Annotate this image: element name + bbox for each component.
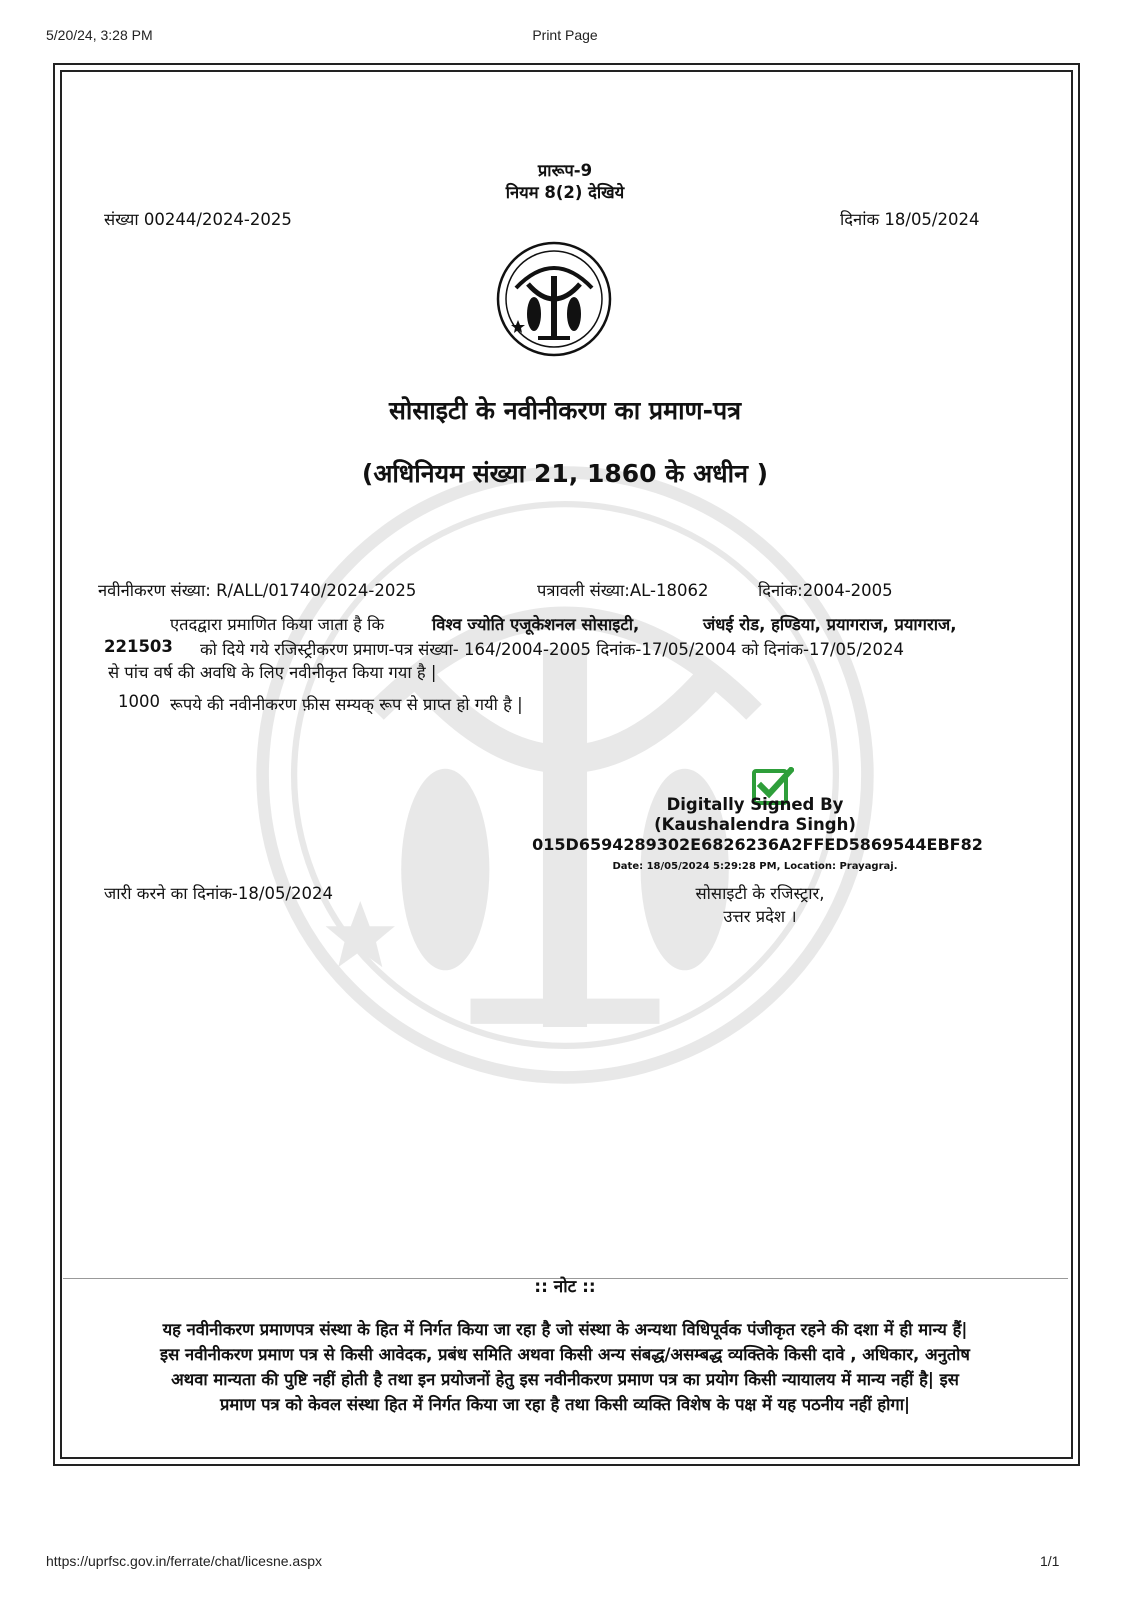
note-line-4: प्रमाण पत्र को केवल संस्था हित में निर्गत किया जा रहा है तथा किसी व्यक्ति विशेष के पक्ष में यह पठनीय नहीं होगा|: [219, 1395, 911, 1414]
certificate-number: संख्या 00244/2024-2025: [104, 210, 292, 229]
form-number: प्रारूप-9: [537, 161, 593, 180]
signed-by-label: Digitally Signed By: [666, 795, 844, 814]
print-title: Print Page: [532, 27, 598, 43]
note-line-2: इस नवीनीकरण प्रमाण पत्र से किसी आवेदक, प्रबंध समिति अथवा किसी अन्य संबद्ध/असम्बद्ध व्यक्तिके किसी दावे , अधिकार, अनुतोष: [160, 1345, 970, 1364]
certification-prefix: एतदद्वारा प्रमाणित किया जाता है कि: [170, 615, 385, 634]
registration-details: को दिये गये रजिस्ट्रीकरण प्रमाण-पत्र संख्या- 164/2004-2005 दिनांक-17/05/2004 को दिनांक-17/05/2024: [200, 640, 905, 659]
society-address: जंधई रोड, हण्डिया, प्रयागराज, प्रयागराज,: [703, 615, 957, 634]
signature-hash: 015D6594289302E6826236A2FFED5869544EBF82: [532, 835, 983, 854]
print-page-number: 1/1: [1040, 1553, 1060, 1569]
fee-amount: 1000: [118, 692, 160, 711]
society-name: विश्व ज्योति एजूकेशनल सोसाइटी,: [432, 615, 640, 634]
signer-name: (Kaushalendra Singh): [654, 815, 856, 834]
file-number: पत्रावली संख्या:AL-18062: [537, 581, 709, 600]
up-govt-seal-icon: [494, 240, 614, 358]
act-reference: (अधिनियम संख्या 21, 1860 के अधीन ): [361, 459, 769, 488]
note-heading: :: नोट ::: [534, 1277, 596, 1297]
note-text: [64, 1317, 1066, 1417]
renewal-period: से पांच वर्ष की अवधि के लिए नवीनीकृत किया गया है |: [108, 663, 437, 682]
pincode: 221503: [104, 637, 173, 656]
note-line-3: अथवा मान्यता की पुष्टि नहीं होती है तथा इन प्रयोजनों हेतु इस नवीनीकरण प्रमाण पत्र का प्रयोग किसी न्यायालय में मान्य नहीं है| इस: [171, 1370, 959, 1389]
registrar-state: उत्तर प्रदेश ।: [723, 907, 797, 926]
registrar-title: सोसाइटी के रजिस्ट्रार,: [695, 884, 825, 903]
issue-date: जारी करने का दिनांक-18/05/2024: [104, 884, 333, 903]
print-datetime: 5/20/24, 3:28 PM: [46, 27, 153, 43]
rule-reference: नियम 8(2) देखिये: [505, 183, 625, 202]
fee-statement: रूपये की नवीनीकरण फ़ीस सम्यक् रूप से प्राप्त हो गयी है |: [170, 695, 523, 714]
details-date: दिनांक:2004-2005: [758, 581, 893, 600]
note-line-1: यह नवीनीकरण प्रमाणपत्र संस्था के हित में निर्गत किया जा रहा है जो संस्था के अन्यथा विधिपूर्वक पंजीकृत रहने की दशा में ही मान्य हैं|: [162, 1320, 968, 1339]
renewal-number: नवीनीकरण संख्या: R/ALL/01740/2024-2025: [98, 581, 417, 600]
certificate-date: दिनांक 18/05/2024: [840, 210, 980, 229]
certificate-title: सोसाइटी के नवीनीकरण का प्रमाण-पत्र: [389, 396, 741, 425]
print-url: https://uprfsc.gov.in/ferrate/chat/licesne.aspx: [46, 1553, 322, 1569]
signature-meta: Date: 18/05/2024 5:29:28 PM, Location: Prayagraj.: [612, 861, 898, 872]
